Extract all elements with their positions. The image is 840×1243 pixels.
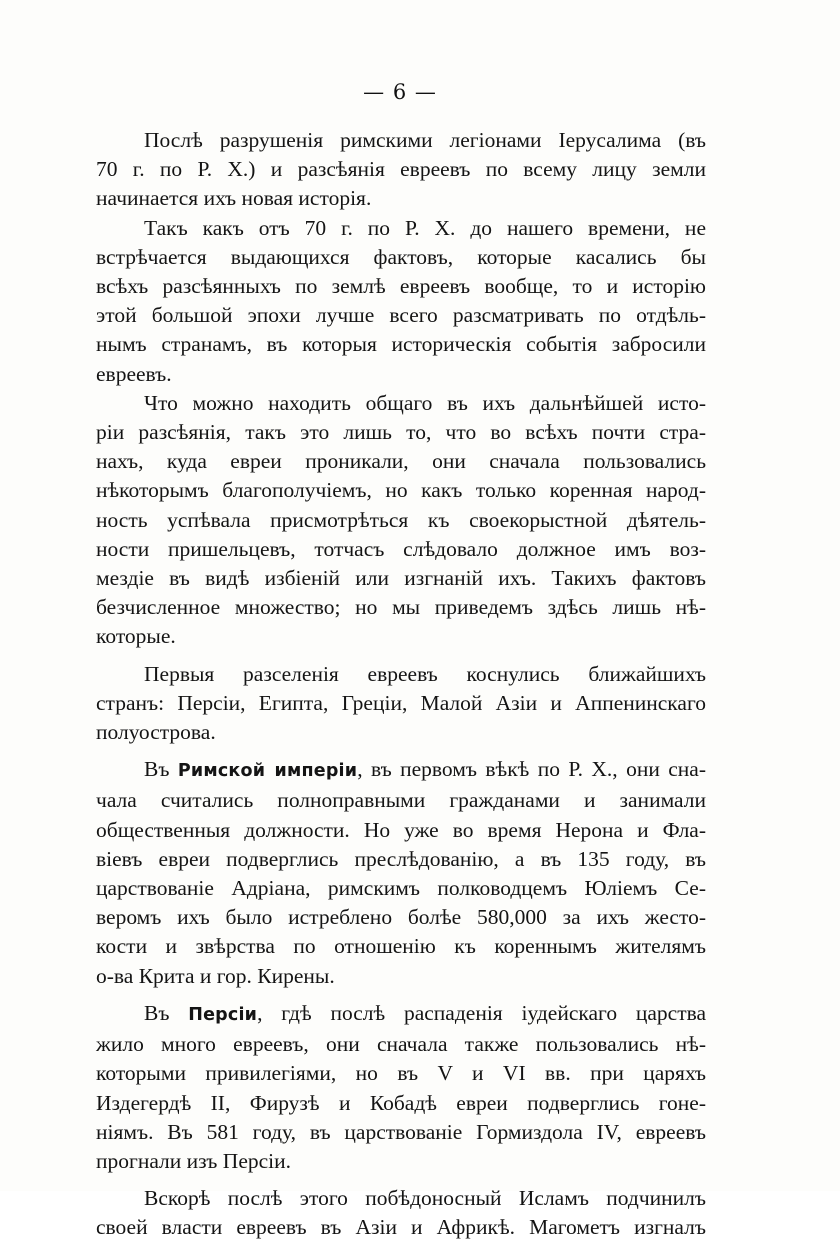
text-line: полуострова. xyxy=(96,720,216,745)
paragraph-gap xyxy=(96,747,706,755)
text-line: прогнали изъ Персіи. xyxy=(96,1148,292,1173)
text-line xyxy=(96,755,706,786)
text-line: странъ: Персіи, Египта, Греціи, Малой Азіи и Аппенинскаго xyxy=(96,690,706,715)
paragraph-7 xyxy=(96,1184,706,1242)
text-line xyxy=(96,999,706,1030)
paragraph-5 xyxy=(96,755,706,991)
line-suffix: , въ первомъ вѣкѣ по Р. X., они сна- xyxy=(357,757,706,782)
text-line: Первыя разселенія евреевъ коснулись ближайшихъ xyxy=(144,661,706,686)
text-line: которые. xyxy=(96,624,176,649)
text-line: ности пришельцевъ, тотчасъ слѣдовало должное имъ воз- xyxy=(96,536,706,561)
text-line: веромъ ихъ было истреблено болѣе 580,000 за ихъ жесто- xyxy=(96,905,706,930)
bold-heading-roman-empire: Римской имперіи xyxy=(177,761,358,782)
text-line: нѣкоторымъ благополучіемъ, но какъ только коренная народ- xyxy=(96,478,706,503)
bold-heading-persia: Персіи xyxy=(188,1004,258,1025)
text-line: кости и звѣрства по отношенію къ кореннымъ жителямъ xyxy=(96,934,706,959)
text-line: о-ва Крита и гор. Кирены. xyxy=(96,963,335,988)
text-line: царствованіе Адріана, римскимъ полководцемъ Юліемъ Се- xyxy=(96,876,706,901)
text-line: Издегердѣ II, Фирузѣ и Кобадѣ евреи подверглись гоне- xyxy=(96,1090,706,1115)
page-number: — 6 — xyxy=(363,80,437,104)
text-line: Вскорѣ послѣ этого побѣдоносный Исламъ подчинилъ xyxy=(144,1186,706,1211)
paragraph-gap xyxy=(96,1176,706,1184)
line-prefix: Въ xyxy=(144,757,178,782)
paragraph-1 xyxy=(96,126,706,214)
text-line: начинается ихъ новая исторія. xyxy=(96,186,372,211)
paragraph-gap xyxy=(96,652,706,660)
text-line: всѣхъ разсѣянныхъ по землѣ евреевъ вообще, то и исторію xyxy=(96,274,706,299)
text-line: которыми привилегіями, но въ V и VI вв. при царяхъ xyxy=(96,1061,706,1086)
text-line: своей власти евреевъ въ Азіи и Африкѣ. Магометъ изгналъ xyxy=(96,1215,706,1240)
text-line: ніямъ. Въ 581 году, въ царствованіе Гормиздола IV, евреевъ xyxy=(96,1119,706,1144)
paragraph-gap xyxy=(96,991,706,999)
text-line: ріи разсѣянія, такъ это лишь то, что во всѣхъ почти стра- xyxy=(96,420,706,445)
text-line: жило много евреевъ, они сначала также пользовались нѣ- xyxy=(96,1032,706,1057)
line-prefix: Въ xyxy=(144,1000,189,1025)
text-line: нахъ, куда евреи проникали, они сначала пользовались xyxy=(96,449,706,474)
text-line: чала считались полноправными гражданами и занимали xyxy=(96,788,706,813)
text-line: ность успѣвала присмотрѣться къ своекорыстной дѣятель- xyxy=(96,507,706,532)
text-line: этой большой эпохи лучше всего разсматривать по отдѣль- xyxy=(96,303,706,328)
text-line: Что можно находить общаго въ ихъ дальнѣйшей исто- xyxy=(144,390,706,415)
text-line: Послѣ разрушенія римскими легіонами Іерусалима (въ xyxy=(144,128,706,152)
body-text xyxy=(96,126,706,1243)
text-line: віевъ евреи подверглись преслѣдованію, а въ 135 году, въ xyxy=(96,846,706,871)
text-line: 70 г. по Р. X.) и разсѣянія евреевъ по всему лицу земли xyxy=(96,157,706,182)
paragraph-4 xyxy=(96,660,706,748)
text-line: нымъ странамъ, въ которыя историческія событія забросили xyxy=(96,332,706,357)
paragraph-2 xyxy=(96,214,706,389)
paragraph-6 xyxy=(96,999,706,1176)
paragraph-3 xyxy=(96,389,706,652)
text-line: общественныя должности. Но уже во время Нерона и Фла- xyxy=(96,817,706,842)
text-line: евреевъ. xyxy=(96,361,172,386)
text-line: мездіе въ видѣ избіеній или изгнаній ихъ. Такихъ фактовъ xyxy=(96,566,706,591)
line-suffix: , гдѣ послѣ распаденія іудейскаго царства xyxy=(257,1000,706,1025)
text-line: безчисленное множество; но мы приведемъ здѣсь лишь нѣ- xyxy=(96,595,706,620)
text-line: Такъ какъ отъ 70 г. по Р. X. до нашего времени, не xyxy=(144,215,706,240)
text-line: встрѣчается выдающихся фактовъ, которые касались бы xyxy=(96,244,706,269)
